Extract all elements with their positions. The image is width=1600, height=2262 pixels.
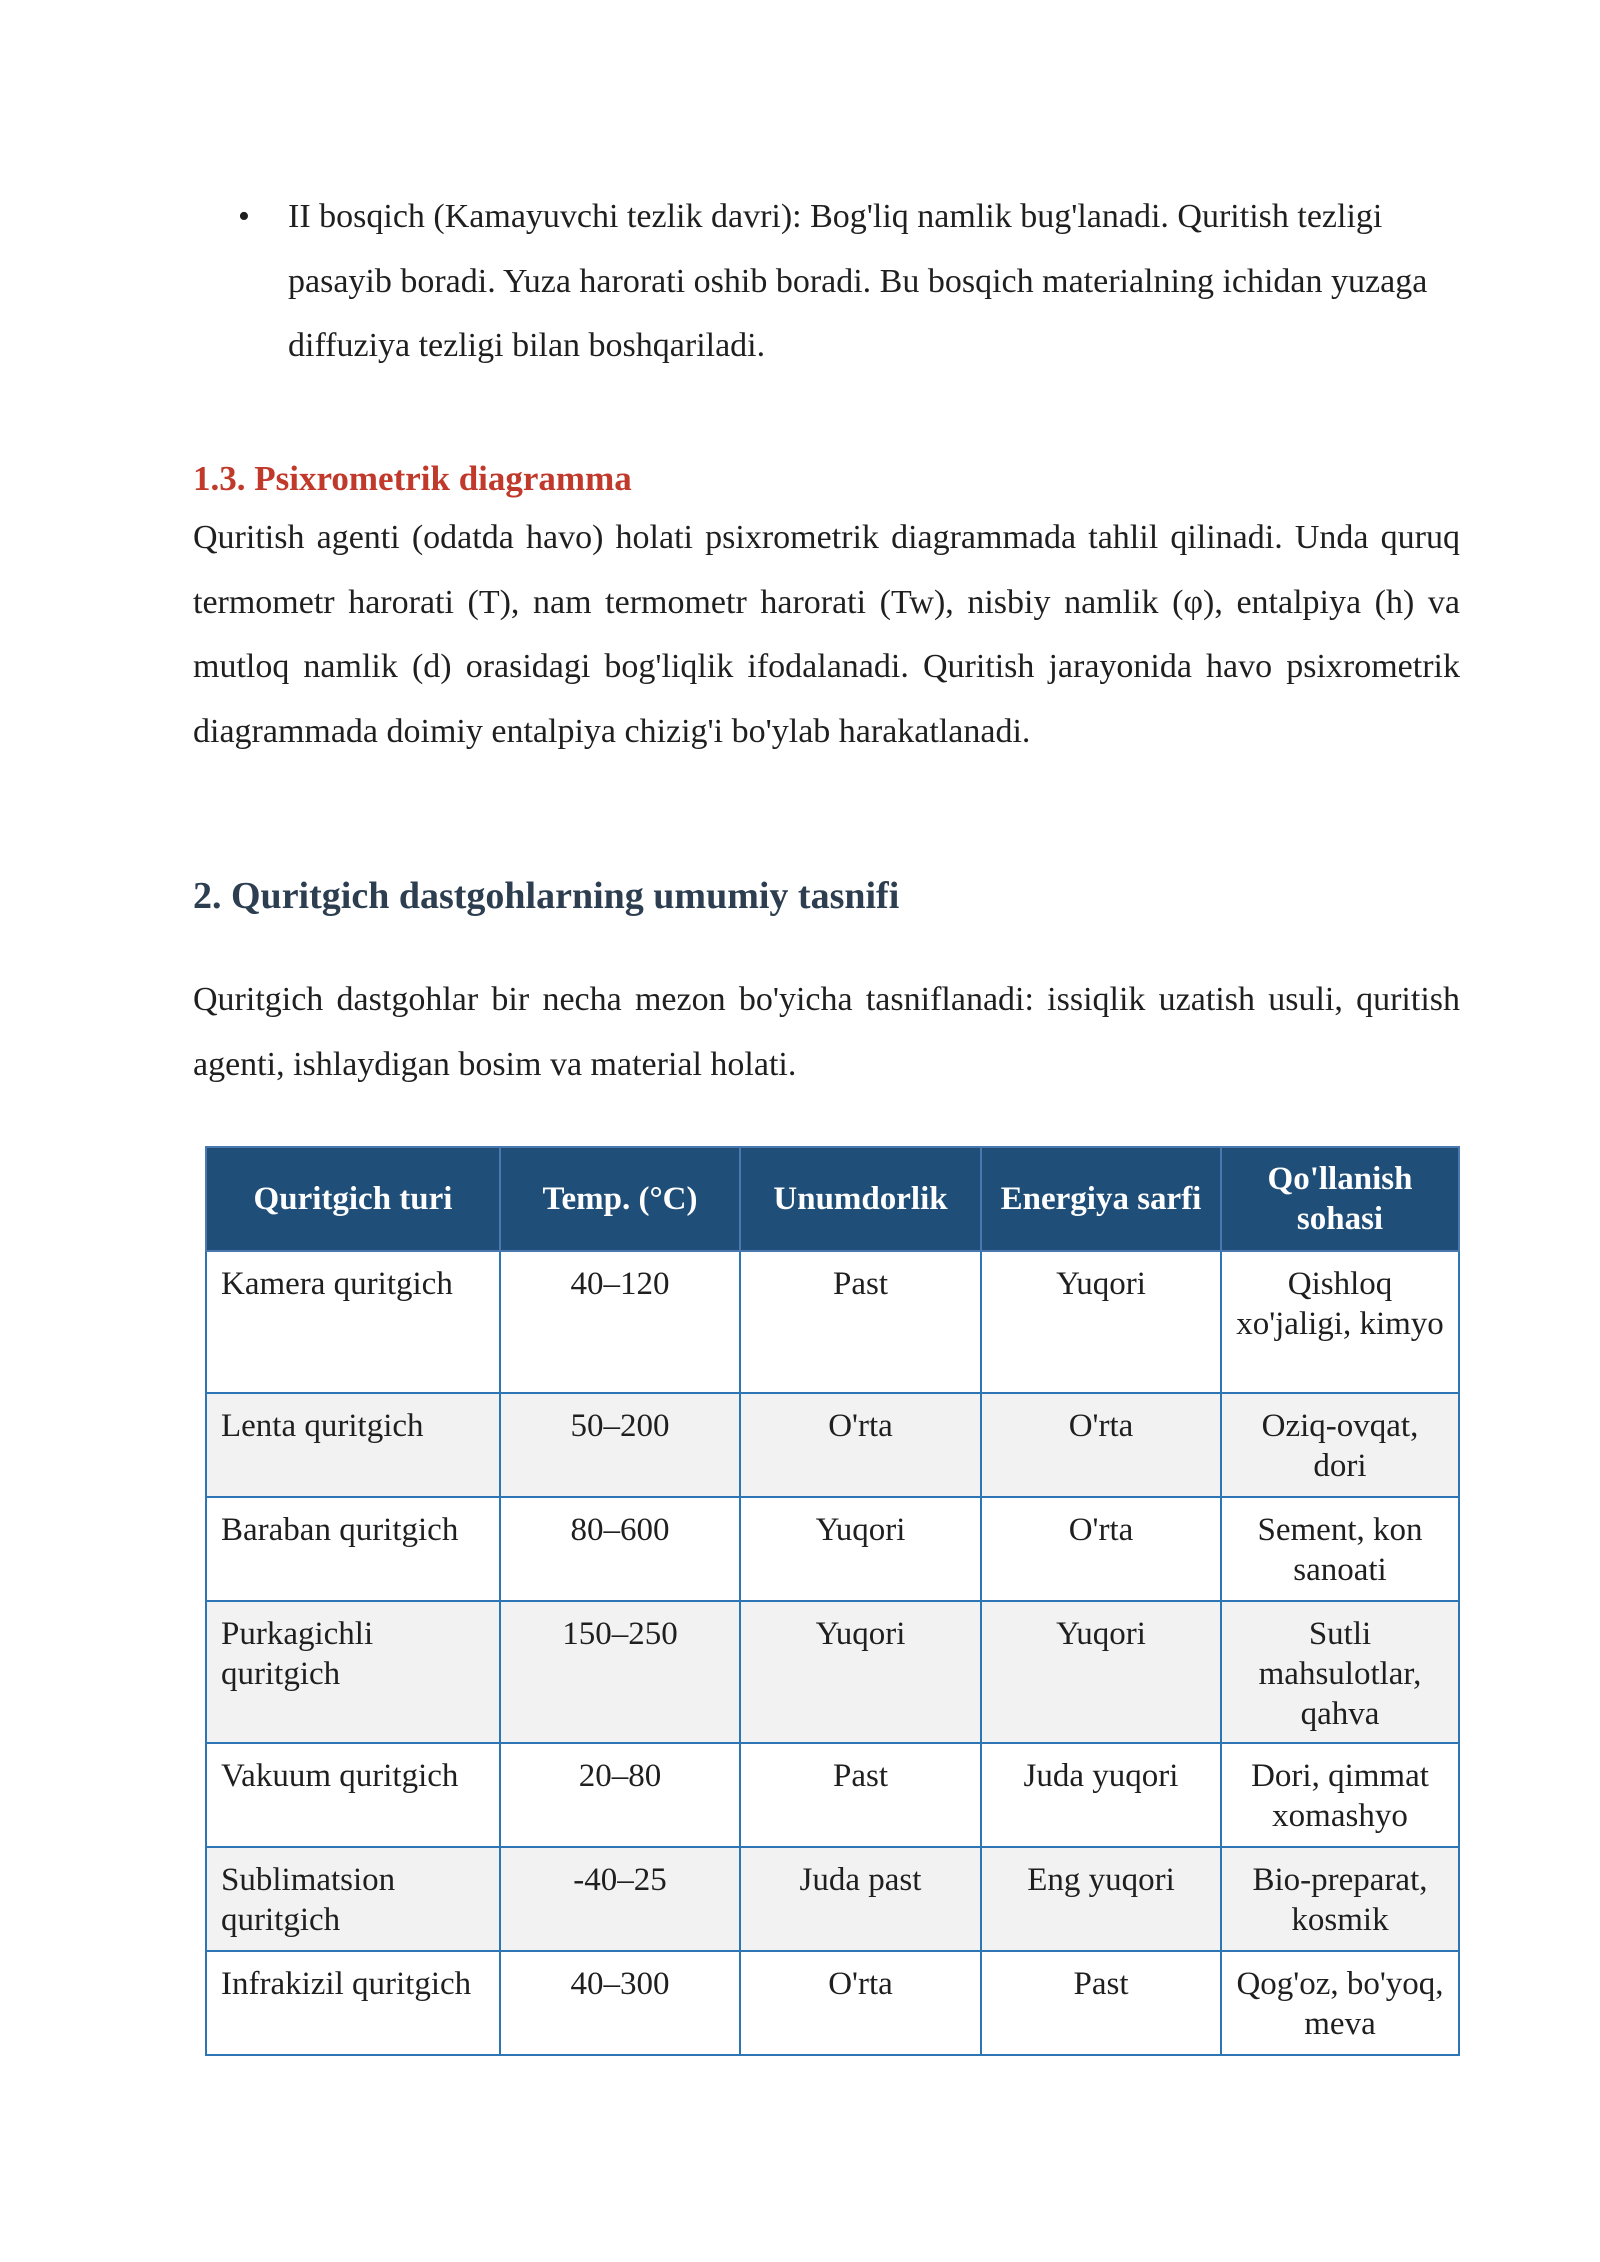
cell-application: Bio-preparat, kosmik bbox=[1221, 1847, 1459, 1951]
section-paragraph: Quritgich dastgohlar bir necha mezon bo'yicha tasniflanadi: issiqlik uzatish usuli, quritish agenti, ishlaydigan bosim va material holati. bbox=[193, 981, 1460, 1083]
table-row bbox=[206, 1743, 1459, 1847]
cell-temperature: 40–300 bbox=[500, 1951, 740, 2055]
subsection-paragraph: Quritish agenti (odatda havo) holati psixrometrik diagrammada tahlil qilinadi. Unda quruq termometr harorati (T), nam termometr harorati (Tw), nisbiy namlik (φ), entalpiya (h) va mutloq namlik (d) orasidagi bog'liqlik ifodalanadi. Quritish jarayonida havo psixrometrik diagrammada doimiy entalpiya chizig'i bo'ylab harakatlanadi. bbox=[193, 519, 1460, 750]
cell-temperature: 20–80 bbox=[500, 1743, 740, 1847]
bullet-text: II bosqich (Kamayuvchi tezlik davri): Bog'liq namlik bug'lanadi. Quritish tezligi pasayib boradi. Yuza harorati oshib boradi. Bu bosqich materialning ichidan yuzaga diffuziya tezligi bilan boshqariladi. bbox=[288, 198, 1428, 364]
bullet-item bbox=[240, 185, 1460, 379]
cell-energy: Yuqori bbox=[981, 1251, 1221, 1393]
table-row bbox=[206, 1393, 1459, 1497]
subsection-heading: 1.3. Psixrometrik diagramma bbox=[193, 459, 632, 498]
cell-productivity: Yuqori bbox=[740, 1497, 981, 1601]
cell-productivity: Past bbox=[740, 1251, 981, 1393]
cell-dryer-type: Infrakizil quritgich bbox=[206, 1951, 500, 2055]
cell-productivity: Past bbox=[740, 1743, 981, 1847]
cell-energy: O'rta bbox=[981, 1497, 1221, 1601]
cell-productivity: Juda past bbox=[740, 1847, 981, 1951]
cell-application: Qishloq xo'jaligi, kimyo bbox=[1221, 1251, 1459, 1393]
table-row bbox=[206, 1497, 1459, 1601]
cell-temperature: -40–25 bbox=[500, 1847, 740, 1951]
section-heading: 2. Quritgich dastgohlarning umumiy tasnifi bbox=[193, 875, 900, 917]
cell-temperature: 50–200 bbox=[500, 1393, 740, 1497]
cell-application: Oziq-ovqat, dori bbox=[1221, 1393, 1459, 1497]
cell-dryer-type: Sublimatsion quritgich bbox=[206, 1847, 500, 1951]
cell-energy: Past bbox=[981, 1951, 1221, 2055]
table-row bbox=[206, 1847, 1459, 1951]
cell-productivity: Yuqori bbox=[740, 1601, 981, 1743]
cell-temperature: 150–250 bbox=[500, 1601, 740, 1743]
cell-productivity: O'rta bbox=[740, 1393, 981, 1497]
cell-application: Sutli mahsulotlar, qahva bbox=[1221, 1601, 1459, 1743]
cell-energy: Yuqori bbox=[981, 1601, 1221, 1743]
cell-energy: O'rta bbox=[981, 1393, 1221, 1497]
column-header-application: Qo'llanish sohasi bbox=[1221, 1147, 1459, 1251]
column-header-temp: Temp. (°C) bbox=[500, 1147, 740, 1251]
table-row bbox=[206, 1951, 1459, 2055]
cell-application: Dori, qimmat xomashyo bbox=[1221, 1743, 1459, 1847]
table-header-row bbox=[206, 1147, 1459, 1251]
cell-energy: Eng yuqori bbox=[981, 1847, 1221, 1951]
cell-dryer-type: Vakuum quritgich bbox=[206, 1743, 500, 1847]
cell-dryer-type: Purkagichli quritgich bbox=[206, 1601, 500, 1743]
cell-energy: Juda yuqori bbox=[981, 1743, 1221, 1847]
dryer-classification-table bbox=[205, 1146, 1460, 2056]
column-header-energy: Energiya sarfi bbox=[981, 1147, 1221, 1251]
table-row bbox=[206, 1251, 1459, 1393]
cell-dryer-type: Lenta quritgich bbox=[206, 1393, 500, 1497]
column-header-type: Quritgich turi bbox=[206, 1147, 500, 1251]
cell-dryer-type: Baraban quritgich bbox=[206, 1497, 500, 1601]
cell-dryer-type: Kamera quritgich bbox=[206, 1251, 500, 1393]
cell-application: Sement, kon sanoati bbox=[1221, 1497, 1459, 1601]
table-row bbox=[206, 1601, 1459, 1743]
cell-application: Qog'oz, bo'yoq, meva bbox=[1221, 1951, 1459, 2055]
cell-temperature: 40–120 bbox=[500, 1251, 740, 1393]
bullet-marker: • bbox=[238, 198, 250, 235]
cell-temperature: 80–600 bbox=[500, 1497, 740, 1601]
column-header-productivity: Unumdorlik bbox=[740, 1147, 981, 1251]
cell-productivity: O'rta bbox=[740, 1951, 981, 2055]
